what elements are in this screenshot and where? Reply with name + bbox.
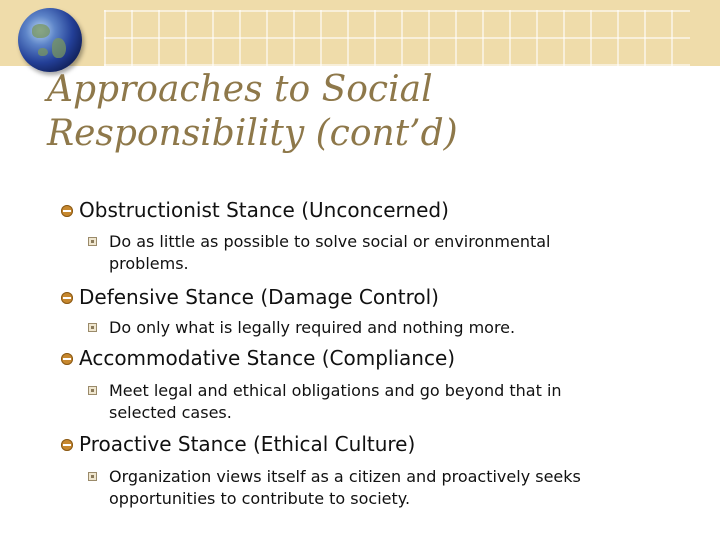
stance-detail: Do as little as possible to solve social or environmental problems.	[109, 232, 551, 273]
slide-title	[47, 68, 667, 156]
bullet-icon	[61, 353, 73, 365]
title-line-1: Approaches to Social	[47, 69, 433, 110]
title-line-2: Responsibility (cont’d)	[47, 113, 458, 154]
stance-detail: Do only what is legally required and nothing more.	[109, 318, 516, 337]
sub-bullet-icon	[88, 472, 97, 481]
stance-detail: Organization views itself as a citizen and proactively seeks opportunities to contribute to society.	[109, 467, 581, 508]
sub-bullet-icon	[88, 237, 97, 246]
bullet-icon	[61, 205, 73, 217]
sub-bullet-icon	[88, 386, 97, 395]
bullet-icon	[61, 439, 73, 451]
stance-heading: Obstructionist Stance (Unconcerned)	[79, 198, 449, 222]
stance-detail: Meet legal and ethical obligations and go beyond that in selected cases.	[109, 381, 562, 422]
globe-icon	[18, 8, 82, 72]
stance-heading: Proactive Stance (Ethical Culture)	[79, 432, 416, 456]
stance-heading: Accommodative Stance (Compliance)	[79, 346, 456, 370]
banner-grid-pattern	[104, 10, 690, 66]
stance-heading: Defensive Stance (Damage Control)	[79, 285, 439, 309]
sub-bullet-icon	[88, 323, 97, 332]
bullet-icon	[61, 292, 73, 304]
